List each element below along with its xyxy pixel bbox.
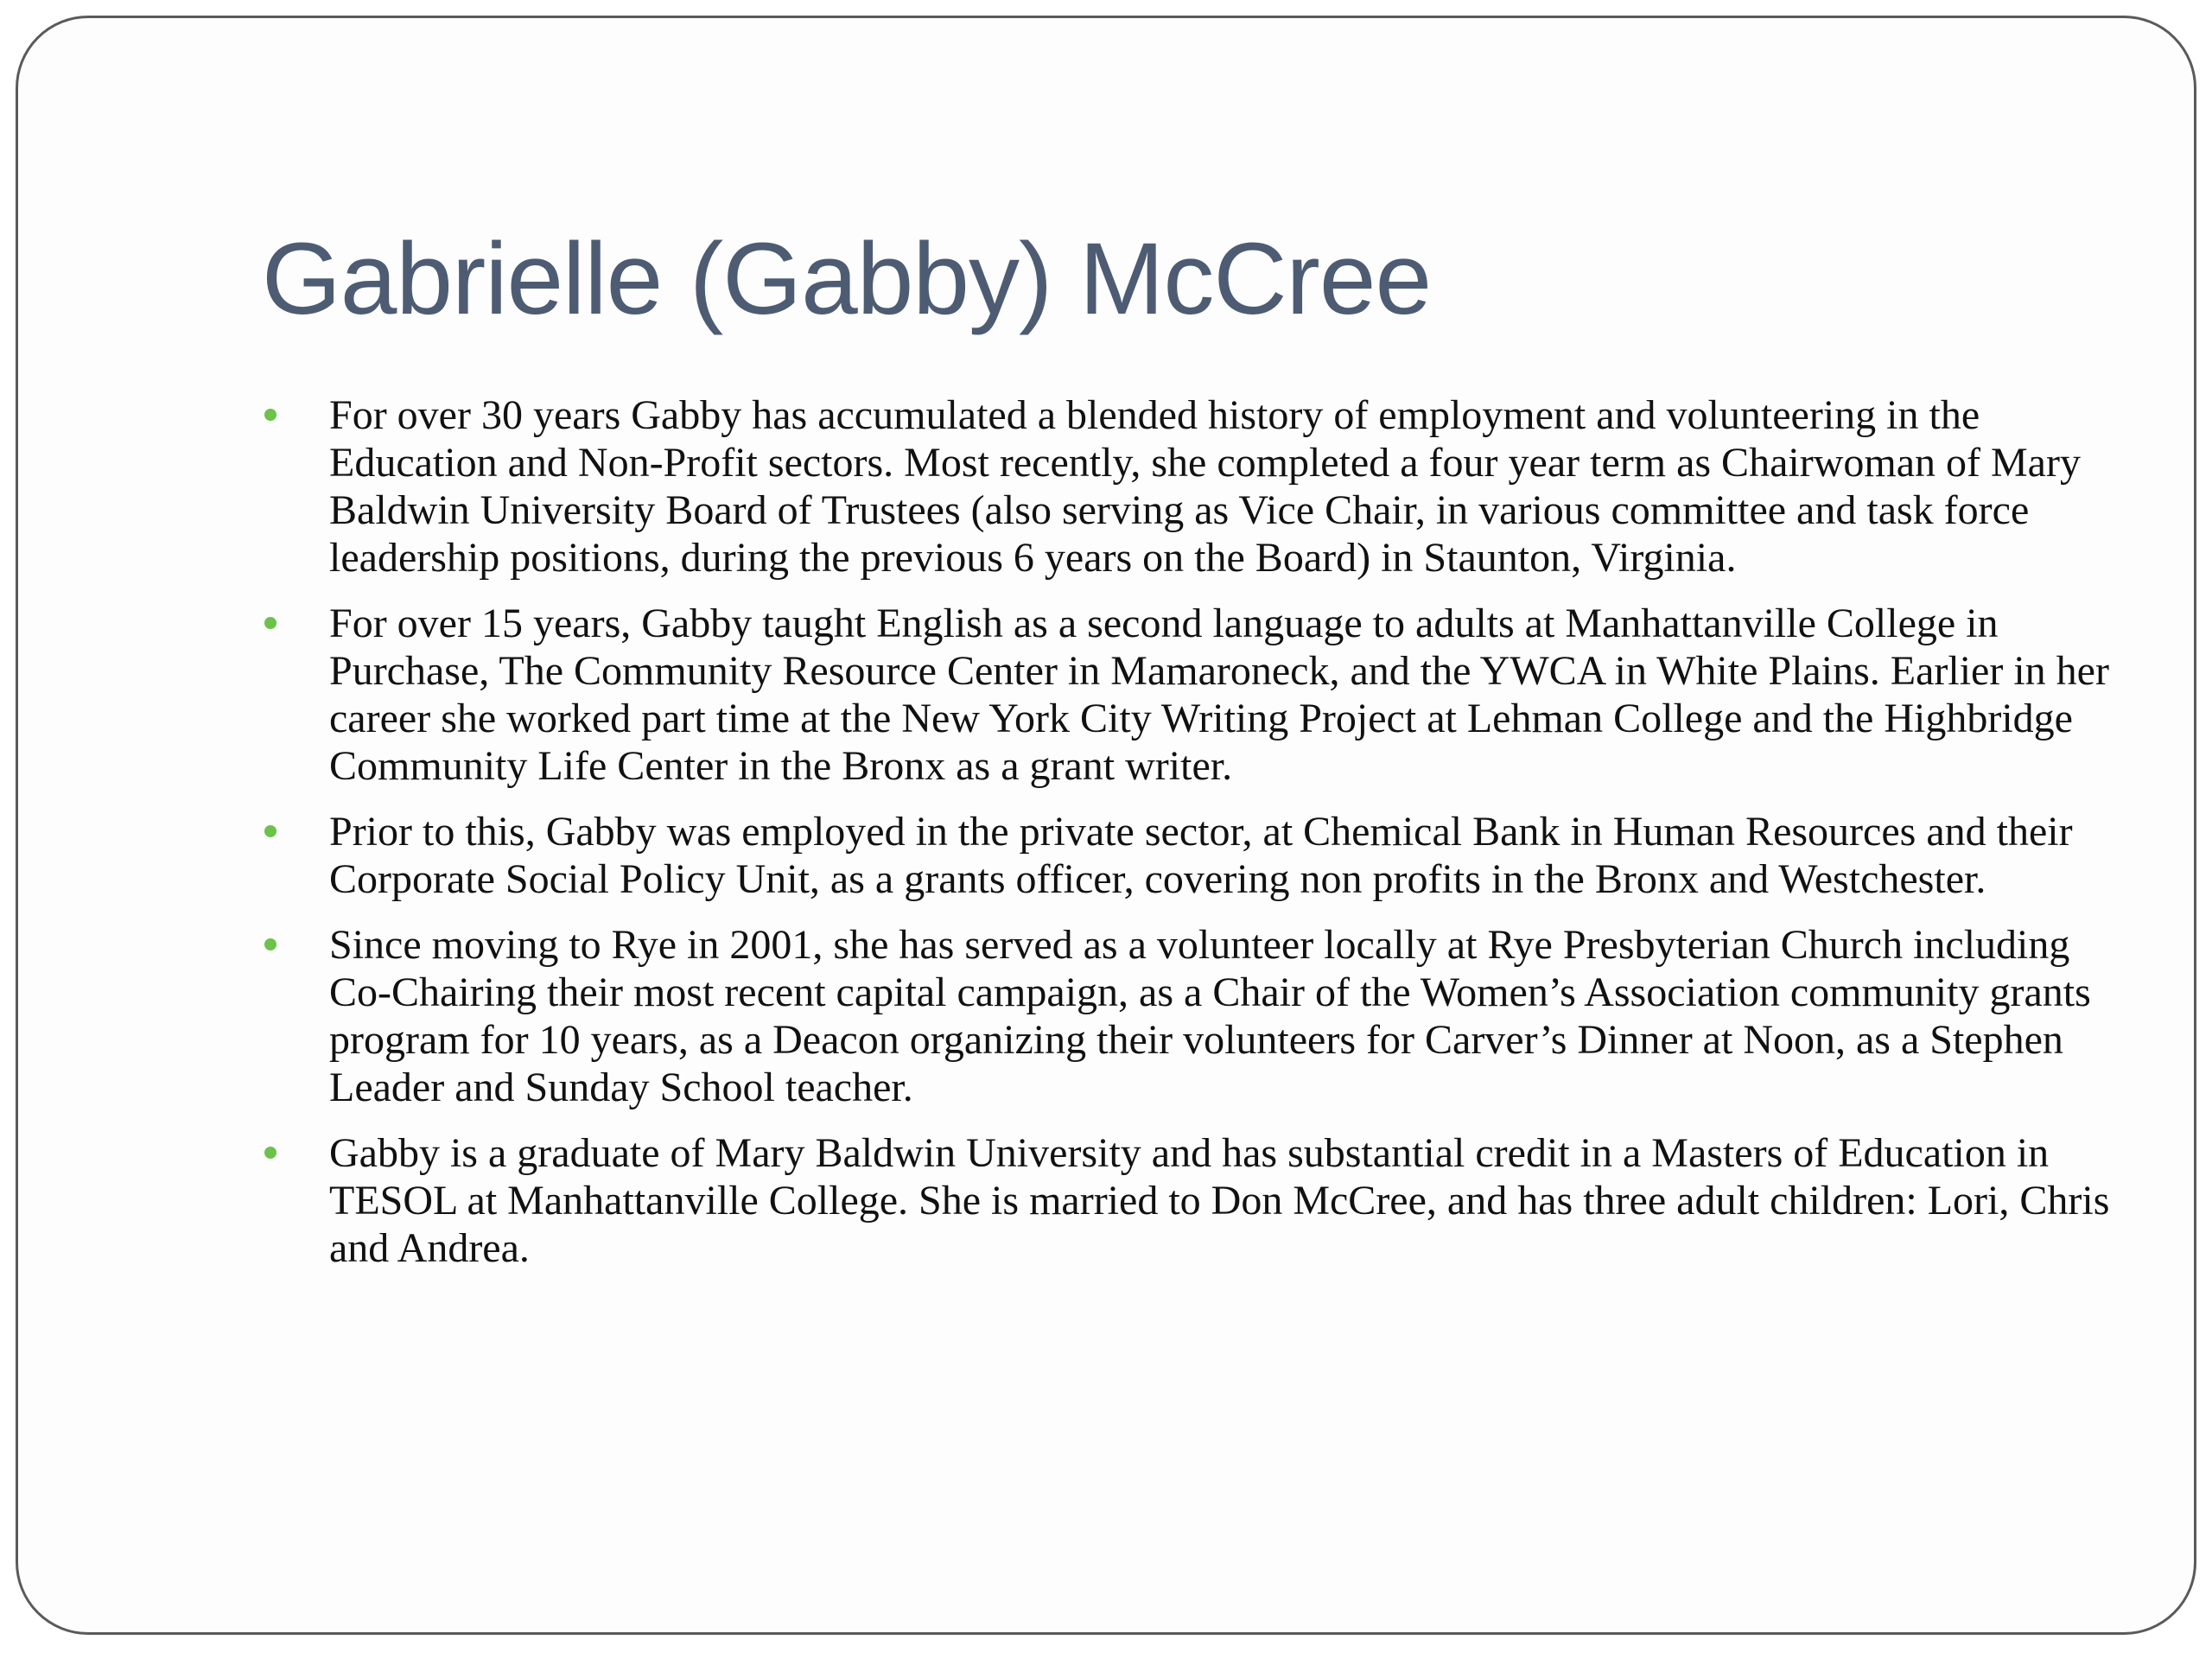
bullet-text: For over 15 years, Gabby taught English as a second language to adults at Manhattanville College in Purchase, The Community Resource Center in Mamaroneck, and the YWCA in White Plains. Earlier in her career she worked part time at the New York City Writing Project at Lehman College and the Highbridge Community Life Center in the Bronx as a grant writer. bbox=[329, 601, 2109, 789]
bullet-text: Gabby is a graduate of Mary Baldwin University and has substantial credit in a Masters of Education in TESOL at Manhattanville College. She is married to Don McCree, and has three adult children: Lori, Chris and Andrea. bbox=[329, 1130, 2110, 1271]
slide-frame bbox=[16, 16, 2196, 1635]
slide-title: Gabrielle (Gabby) McCree bbox=[262, 222, 1432, 336]
bullet-item bbox=[262, 921, 2128, 1111]
bullet-text: Prior to this, Gabby was employed in the private sector, at Chemical Bank in Human Resources and their Corporate Social Policy Unit, as a grants officer, covering non profits in the Bronx and Westchester. bbox=[329, 809, 2073, 902]
bullet-item bbox=[262, 600, 2128, 790]
bullet-item bbox=[262, 1129, 2128, 1272]
bullet-item bbox=[262, 808, 2128, 903]
bullet-dot-icon bbox=[264, 1147, 276, 1159]
bullet-dot-icon bbox=[264, 938, 276, 950]
bullet-text: Since moving to Rye in 2001, she has served as a volunteer locally at Rye Presbyterian Church including Co-Chairing their most recent capital campaign, as a Chair of the Women’s Association community grants program for 10 years, as a Deacon organizing their volunteers for Carver’s Dinner at Noon, as a Stephen Leader and Sunday School teacher. bbox=[329, 922, 2091, 1110]
bullet-list bbox=[262, 391, 2128, 1290]
bullet-dot-icon bbox=[264, 825, 276, 837]
bullet-item bbox=[262, 391, 2128, 582]
bullet-dot-icon bbox=[264, 617, 276, 629]
bullet-text: For over 30 years Gabby has accumulated a blended history of employment and volunteering in the Education and Non-Profit sectors. Most recently, she completed a four year term as Chairwoman of Mary Baldwin University Board of Trustees (also serving as Vice Chair, in various committee and task force leadership positions, during the previous 6 years on the Board) in Staunton, Virginia. bbox=[329, 392, 2081, 581]
bullet-dot-icon bbox=[264, 409, 276, 421]
